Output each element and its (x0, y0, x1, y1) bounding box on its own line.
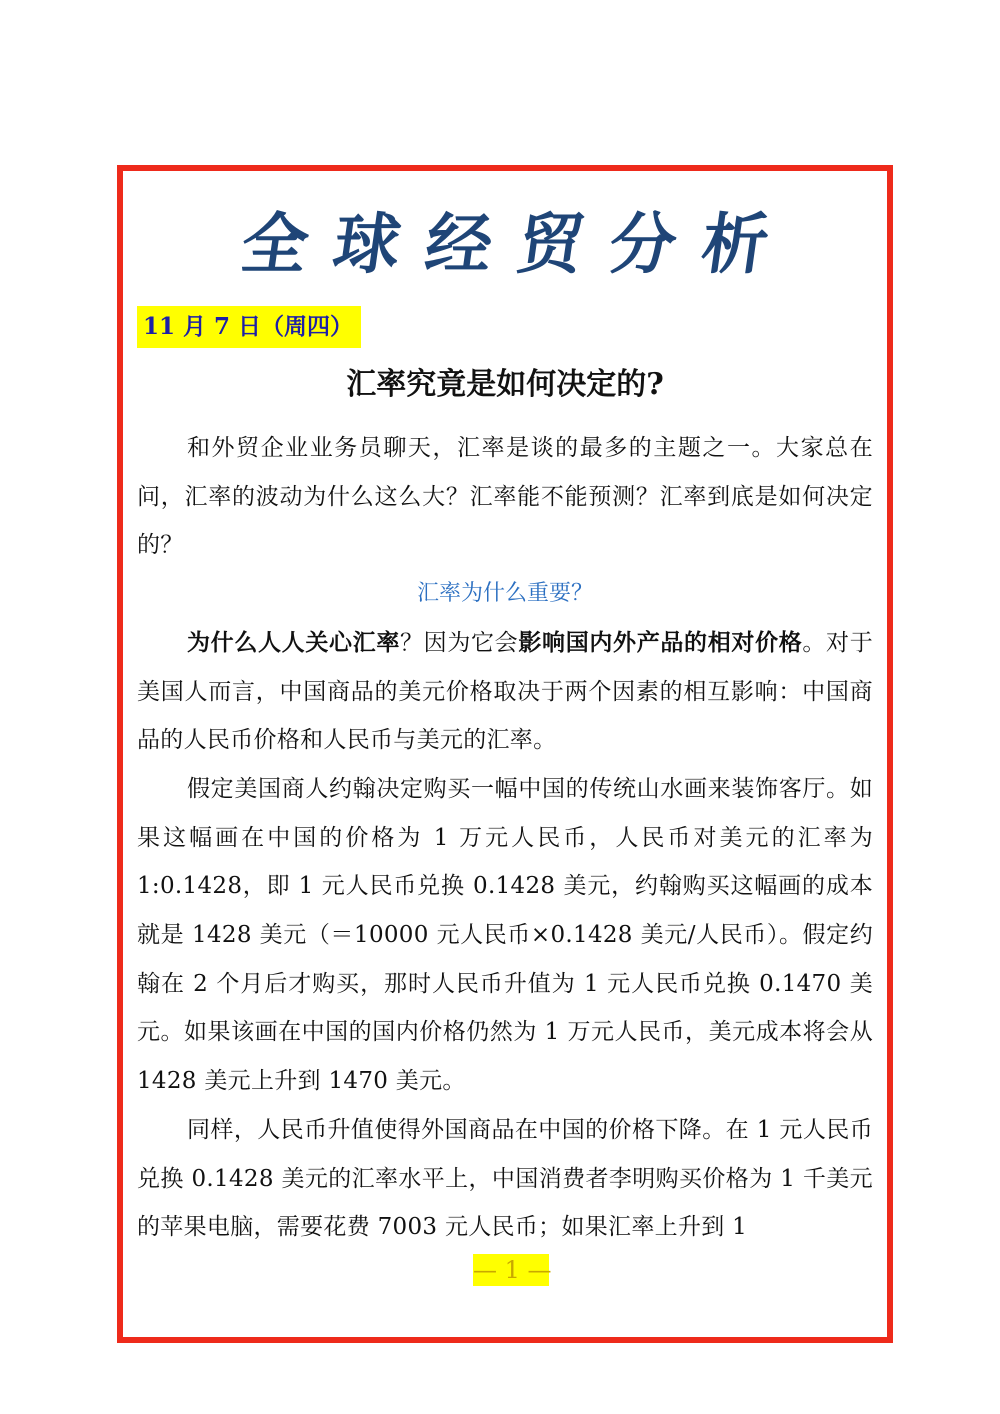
page-number: — 1 — (473, 1256, 552, 1284)
masthead-title: 全球经贸分析 (236, 206, 800, 283)
paragraph-2 (137, 619, 873, 765)
section-heading: 汇率为什么重要？ (416, 581, 593, 607)
paragraph-2-bold-lead: 为什么人人关心汇率 (187, 628, 401, 656)
article-body (137, 424, 873, 1252)
article-title: 汇率究竟是如何决定的? (346, 367, 664, 402)
paragraph-2-rest: 。对于美国人而言，中国商品的美元价格取决于两个因素的相互影响：中国商品的人民币价格和人民币与美元的汇率。 (137, 629, 874, 754)
paragraph-2-bold-phrase: 影响国内外产品的相对价格 (518, 628, 803, 656)
date-tag: 11 月 7 日（周四） (137, 306, 361, 348)
intro-paragraph: 和外贸企业业务员聊天，汇率是谈的最多的主题之一。大家总在问，汇率的波动为什么这么大？汇率能不能预测？汇率到底是如何决定的？ (137, 435, 873, 559)
paragraph-3: 假定美国商人约翰决定购买一幅中国的传统山水画来装饰客厅。如果这幅画在中国的价格为 1 万元人民币，人民币对美元的汇率为 1:0.1428，即 1 元人民币兑换 0.1428 美元，约翰购买这幅画的成本就是 1428 美元（＝10000 元人民币×0.1428 美元/人民币）。假定约翰在 2 个月后才购买，那时人民币升值为 1 元人民币兑换 0.1470 美元。如果该画在中国的国内价格仍然为 1 万元人民币，美元成本将会从 1428 美元上升到 1470 美元。 (137, 775, 873, 1095)
page-frame (117, 165, 893, 1343)
paragraph-2-mid-text: ？因为它会 (400, 629, 519, 656)
paragraph-4: 同样，人民币升值使得外国商品在中国的价格下降。在 1 元人民币兑换 0.1428 美元的汇率水平上，中国消费者李明购买价格为 1 千美元的苹果电脑，需要花费 7003 元人民币；如果汇率上升到 1 (137, 1116, 873, 1241)
